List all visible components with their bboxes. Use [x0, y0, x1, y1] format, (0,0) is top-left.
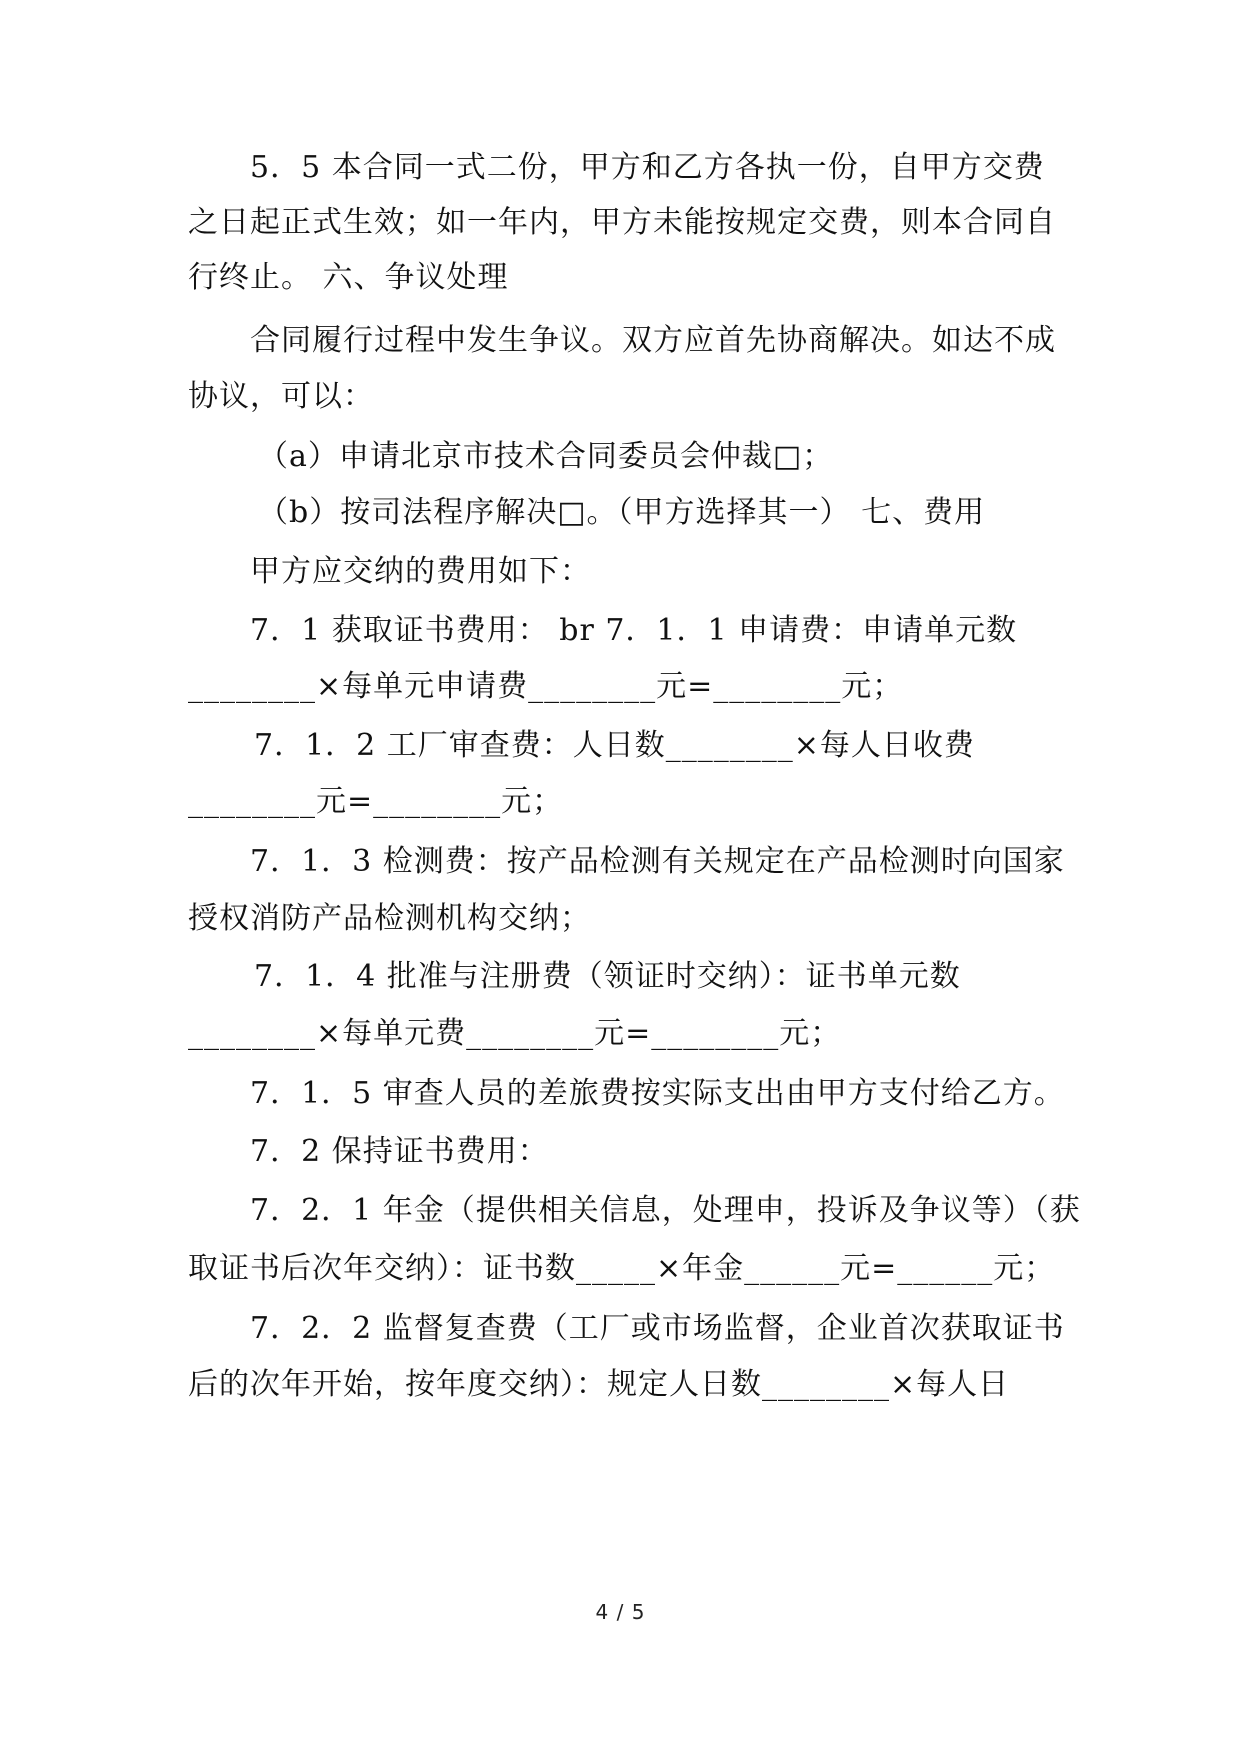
paragraph-line: （a）申请北京市技术合同委员会仲裁□； — [258, 439, 834, 474]
paragraph-line: 行终止。 六、争议处理 — [188, 260, 509, 295]
paragraph-line: 合同履行过程中发生争议。双方应首先协商解决。如达不成 — [250, 323, 1056, 358]
paragraph-line: 取证书后次年交纳）：证书数_____×年金______元=______元； — [188, 1251, 1056, 1286]
paragraph-line: 7．1．3 检测费：按产品检测有关规定在产品检测时向国家 — [250, 844, 1065, 879]
paragraph-line: ________元=________元； — [188, 784, 564, 819]
paragraph-line: 7．1．2 工厂审查费：人日数________×每人日收费 — [254, 728, 975, 763]
paragraph-line: 之日起正式生效；如一年内，甲方未能按规定交费，则本合同自 — [188, 205, 1056, 240]
page-number: 4 / 5 — [595, 1600, 646, 1624]
paragraph-line: 协议，可以： — [188, 379, 374, 414]
paragraph-line: 7．1 获取证书费用： br 7．1．1 申请费：申请单元数 — [250, 613, 1018, 648]
paragraph-line: 7．1．4 批准与注册费（领证时交纳）：证书单元数 — [254, 959, 961, 994]
paragraph-line: 7．2 保持证书费用： — [250, 1134, 549, 1169]
paragraph-line: 5．5 本合同一式二份，甲方和乙方各执一份，自甲方交费 — [250, 150, 1045, 185]
paragraph-line: 后的次年开始，按年度交纳）：规定人日数________×每人日 — [188, 1367, 1010, 1402]
paragraph-line: 授权消防产品检测机构交纳； — [188, 901, 591, 936]
paragraph-line: ________×每单元申请费________元=________元； — [188, 669, 904, 704]
paragraph-line: 7．2．1 年金（提供相关信息，处理申，投诉及争议等）（获 — [250, 1193, 1081, 1228]
paragraph-line: 7．1．5 审查人员的差旅费按实际支出由甲方支付给乙方。 — [250, 1076, 1065, 1111]
paragraph-line: 7．2．2 监督复查费（工厂或市场监督，企业首次获取证书 — [250, 1311, 1065, 1346]
paragraph-line: （b）按司法程序解决□。（甲方选择其一） 七、费用 — [258, 495, 986, 530]
paragraph-line: ________×每单元费________元=________元； — [188, 1016, 842, 1051]
paragraph-line: 甲方应交纳的费用如下： — [250, 554, 591, 589]
